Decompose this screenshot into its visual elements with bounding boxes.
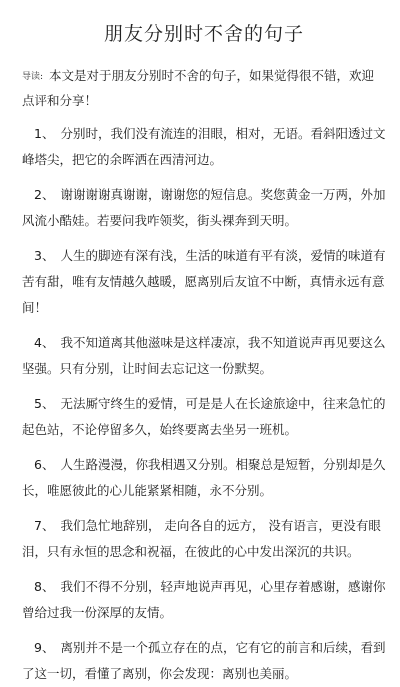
list-item — [22, 391, 386, 443]
item-text: 无法厮守终生的爱情，可是是人在长途旅途中，往来急忙的起色站，不论停留多久，始终要离去坐另一班机。 — [22, 396, 386, 437]
item-text: 人生的脚迹有深有浅，生活的味道有平有淡，爱情的味道有苦有甜，唯有友情越久越暖，愿离别后友谊不中断，真情永远有意间！ — [22, 248, 386, 315]
list-item — [22, 574, 386, 626]
item-text: 分别时，我们没有流连的泪眼，相对，无语。看斜阳透过文峰塔尖，把它的余晖洒在西清河边。 — [22, 126, 386, 167]
item-number: 2、 — [34, 187, 55, 202]
item-number: 6、 — [34, 457, 55, 472]
list-item — [22, 243, 386, 321]
item-text: 我们急忙地辞别， 走向各自的远方， 没有语言，更没有眼泪，只有永恒的思念和祝福，在彼此的心中发出深沉的共识。 — [22, 518, 381, 559]
list-item — [22, 182, 386, 234]
item-text: 人生路漫漫，你我相遇又分别。相聚总是短暂，分别却是久长，唯愿彼此的心儿能紧紧相随，永不分别。 — [22, 457, 386, 498]
intro-text: 本文是对于朋友分别时不舍的句子，如果觉得很不错，欢迎点评和分享！ — [22, 68, 375, 108]
item-number: 9、 — [34, 640, 55, 655]
list-item — [22, 121, 386, 173]
list-item — [22, 513, 386, 565]
intro-paragraph — [22, 64, 386, 112]
item-text: 我不知道离其他滋味是这样凄凉，我不知道说声再见要这么坚强。只有分别，让时间去忘记这一份默契。 — [22, 335, 386, 376]
list-item — [22, 635, 386, 687]
item-text: 谢谢谢谢真谢谢，谢谢您的短信息。奖您黄金一万两，外加风流小酷娃。若要问我咋领奖，街头裸奔到天明。 — [22, 187, 386, 228]
intro-label: 导读: — [22, 72, 44, 82]
page-title: 朋友分别时不舍的句子 — [103, 23, 304, 45]
item-number: 5、 — [34, 396, 55, 411]
item-number: 4、 — [34, 335, 55, 350]
item-number: 1、 — [34, 126, 55, 141]
item-text: 离别并不是一个孤立存在的点，它有它的前言和后续，看到了这一切，看懂了离别，你会发现：离别也美丽。 — [22, 640, 386, 681]
item-number: 8、 — [34, 579, 55, 594]
list-item — [22, 452, 386, 504]
item-text: 我们不得不分别，轻声地说声再见，心里存着感谢，感谢你曾给过我一份深厚的友情。 — [22, 579, 386, 620]
list-item — [22, 330, 386, 382]
item-number: 7、 — [34, 518, 55, 533]
item-number: 3、 — [34, 248, 55, 263]
